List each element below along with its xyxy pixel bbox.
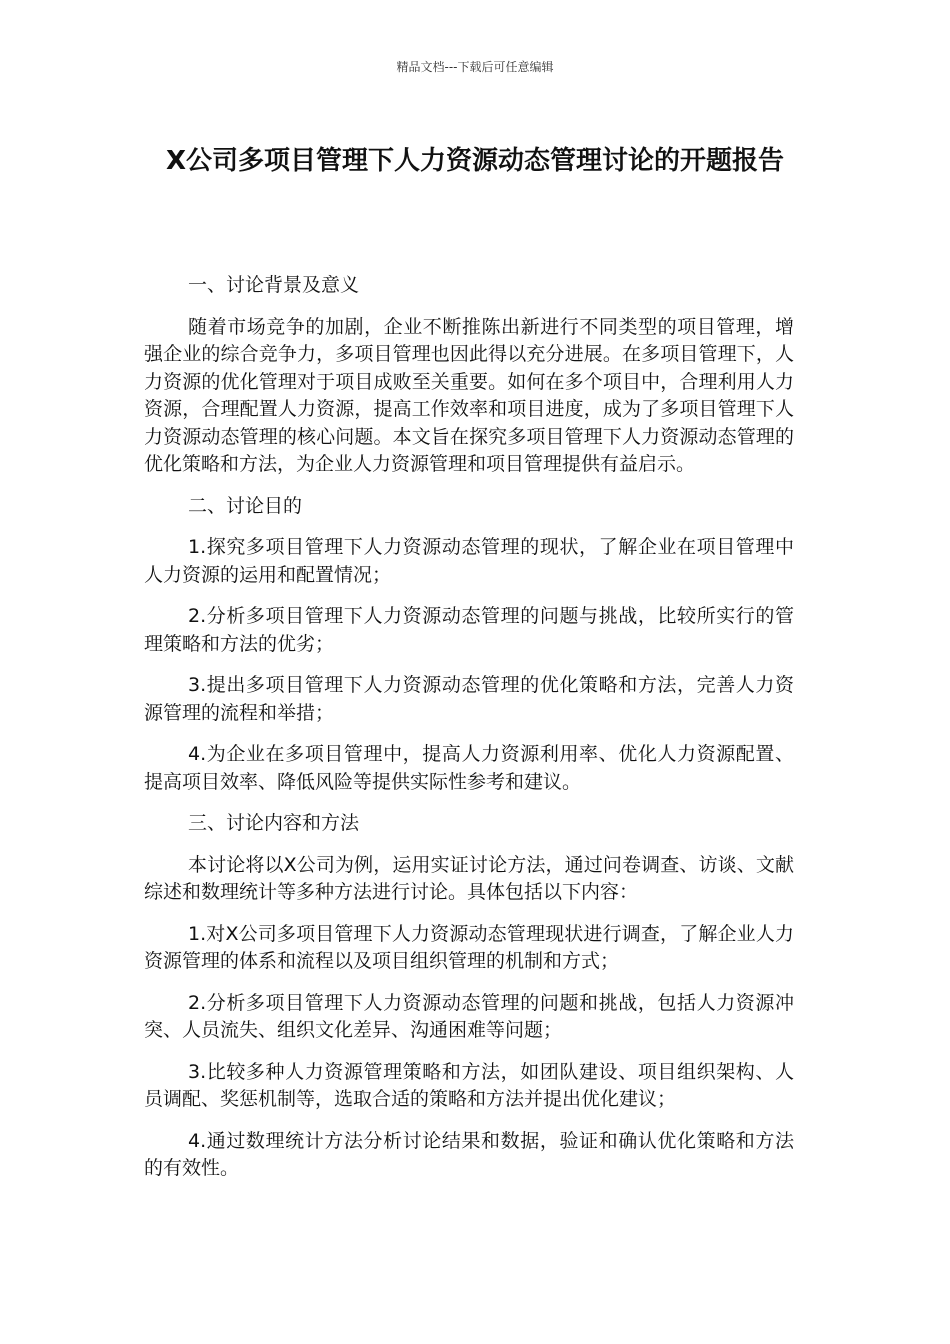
purpose-item-1: 1.探究多项目管理下人力资源动态管理的现状，了解企业在项目管理中人力资源的运用和配置情况； (144, 536, 794, 586)
section-heading-purpose: 二、讨论目的 (188, 494, 303, 517)
content-item-4: 4.通过数理统计方法分析讨论结果和数据，验证和确认优化策略和方法的有效性。 (144, 1129, 794, 1179)
header-note: 精品文档---下载后可任意编辑 (396, 60, 554, 74)
content-item-3: 3.比较多种人力资源管理策略和方法，如团队建设、项目组织架构、人员调配、奖惩机制等，选取合适的策略和方法并提出优化建议； (144, 1060, 794, 1110)
content-item-1: 1.对X公司多项目管理下人力资源动态管理现状进行调查，了解企业人力资源管理的体系和流程以及项目组织管理的机制和方式； (144, 922, 794, 972)
document-body (144, 272, 794, 1197)
purpose-item-2: 2.分析多项目管理下人力资源动态管理的问题与挑战，比较所实行的管理策略和方法的优劣； (144, 605, 794, 655)
content-item-2: 2.分析多项目管理下人力资源动态管理的问题和挑战，包括人力资源冲突、人员流失、组织文化差异、沟通困难等问题； (144, 991, 794, 1041)
paragraph-background: 随着市场竞争的加剧，企业不断推陈出新进行不同类型的项目管理，增强企业的综合竞争力，多项目管理也因此得以充分进展。在多项目管理下，人力资源的优化管理对于项目成败至关重要。如何在多个项目中，合理利用人力资源，合理配置人力资源，提高工作效率和项目进度，成为了多项目管理下人力资源动态管理的核心问题。本文旨在探究多项目管理下人力资源动态管理的优化策略和方法，为企业人力资源管理和项目管理提供有益启示。 (144, 315, 794, 475)
purpose-item-4: 4.为企业在多项目管理中，提高人力资源利用率、优化人力资源配置、提高项目效率、降低风险等提供实际性参考和建议。 (144, 743, 794, 793)
document-title: X公司多项目管理下人力资源动态管理讨论的开题报告 (165, 146, 785, 176)
section-heading-content-methods: 三、讨论内容和方法 (188, 812, 360, 834)
purpose-item-3: 3.提出多项目管理下人力资源动态管理的优化策略和方法，完善人力资源管理的流程和举措； (144, 674, 794, 724)
paragraph-content-intro: 本讨论将以X公司为例，运用实证讨论方法，通过问卷调查、访谈、文献综述和数理统计等多种方法进行讨论。具体包括以下内容： (144, 853, 794, 903)
section-heading-background: 一、讨论背景及意义 (188, 274, 360, 296)
